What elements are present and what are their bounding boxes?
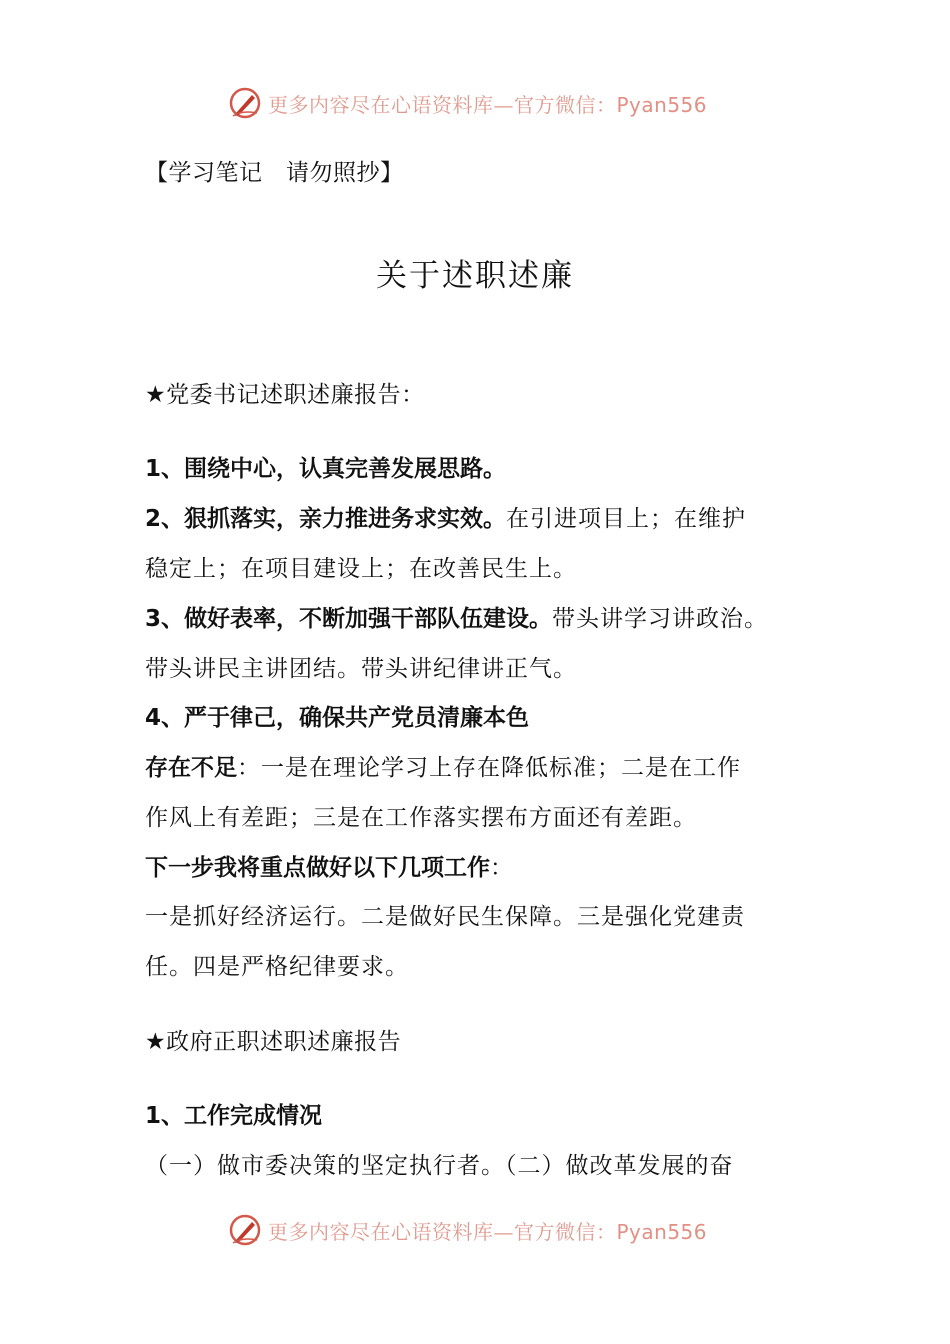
next-step-continued: 任。四是严格纪律要求。: [145, 954, 409, 980]
pen-logo-icon: [228, 1213, 262, 1247]
item-2-heading: 2、狠抓落实，亲力推进务求实效。: [145, 506, 507, 532]
shortfall-text: ：一是在理论学习上存在降低标准；二是在工作: [237, 755, 741, 781]
item-3-text: 带头讲学习讲政治。: [552, 606, 769, 632]
item-2: [145, 504, 746, 534]
study-note-label: 【学习笔记 请勿照抄】: [145, 160, 404, 186]
item-3-heading: 3、做好表率，不断加强干部队伍建设。: [145, 606, 553, 632]
next-step-text: 一是抓好经济运行。二是做好民生保障。三是强化党建责: [145, 904, 745, 930]
watermark-text: 更多内容尽在心语资料库—官方微信：Pyan556: [268, 1219, 708, 1244]
shortfall-label: 存在不足: [145, 755, 237, 781]
shortfall-paragraph: [145, 753, 741, 783]
section2-item-1-text: （一）做市委决策的坚定执行者。（二）做改革发展的奋: [145, 1153, 734, 1179]
shortfall-continued: 作风上有差距；三是在工作落实摆布方面还有差距。: [145, 805, 697, 831]
section2-item-1: 1、工作完成情况: [145, 1103, 323, 1129]
item-2-continued: 稳定上；在项目建设上；在改善民生上。: [145, 556, 577, 582]
item-3-continued: 带头讲民主讲团结。带头讲纪律讲正气。: [145, 656, 577, 682]
watermark-bottom: [228, 1212, 707, 1248]
pen-logo-icon: [228, 86, 262, 120]
next-step-label: 下一步我将重点做好以下几项工作: [145, 855, 490, 881]
document-title: 关于述职述廉: [376, 258, 574, 294]
next-step-heading: 下一步我将重点做好以下几项工作：: [145, 855, 514, 881]
watermark-top: [228, 85, 707, 121]
watermark-text: 更多内容尽在心语资料库—官方微信：Pyan556: [268, 92, 708, 117]
item-3: [145, 604, 768, 634]
item-1: 1、围绕中心，认真完善发展思路。: [145, 456, 507, 482]
section-heading-party-secretary: ★党委书记述职述廉报告：: [145, 382, 425, 408]
section-heading-government-chief: ★政府正职述职述廉报告: [145, 1029, 402, 1055]
item-2-text: 在引进项目上；在维护: [506, 506, 747, 532]
item-4: 4、严于律己，确保共产党员清廉本色: [145, 705, 530, 731]
